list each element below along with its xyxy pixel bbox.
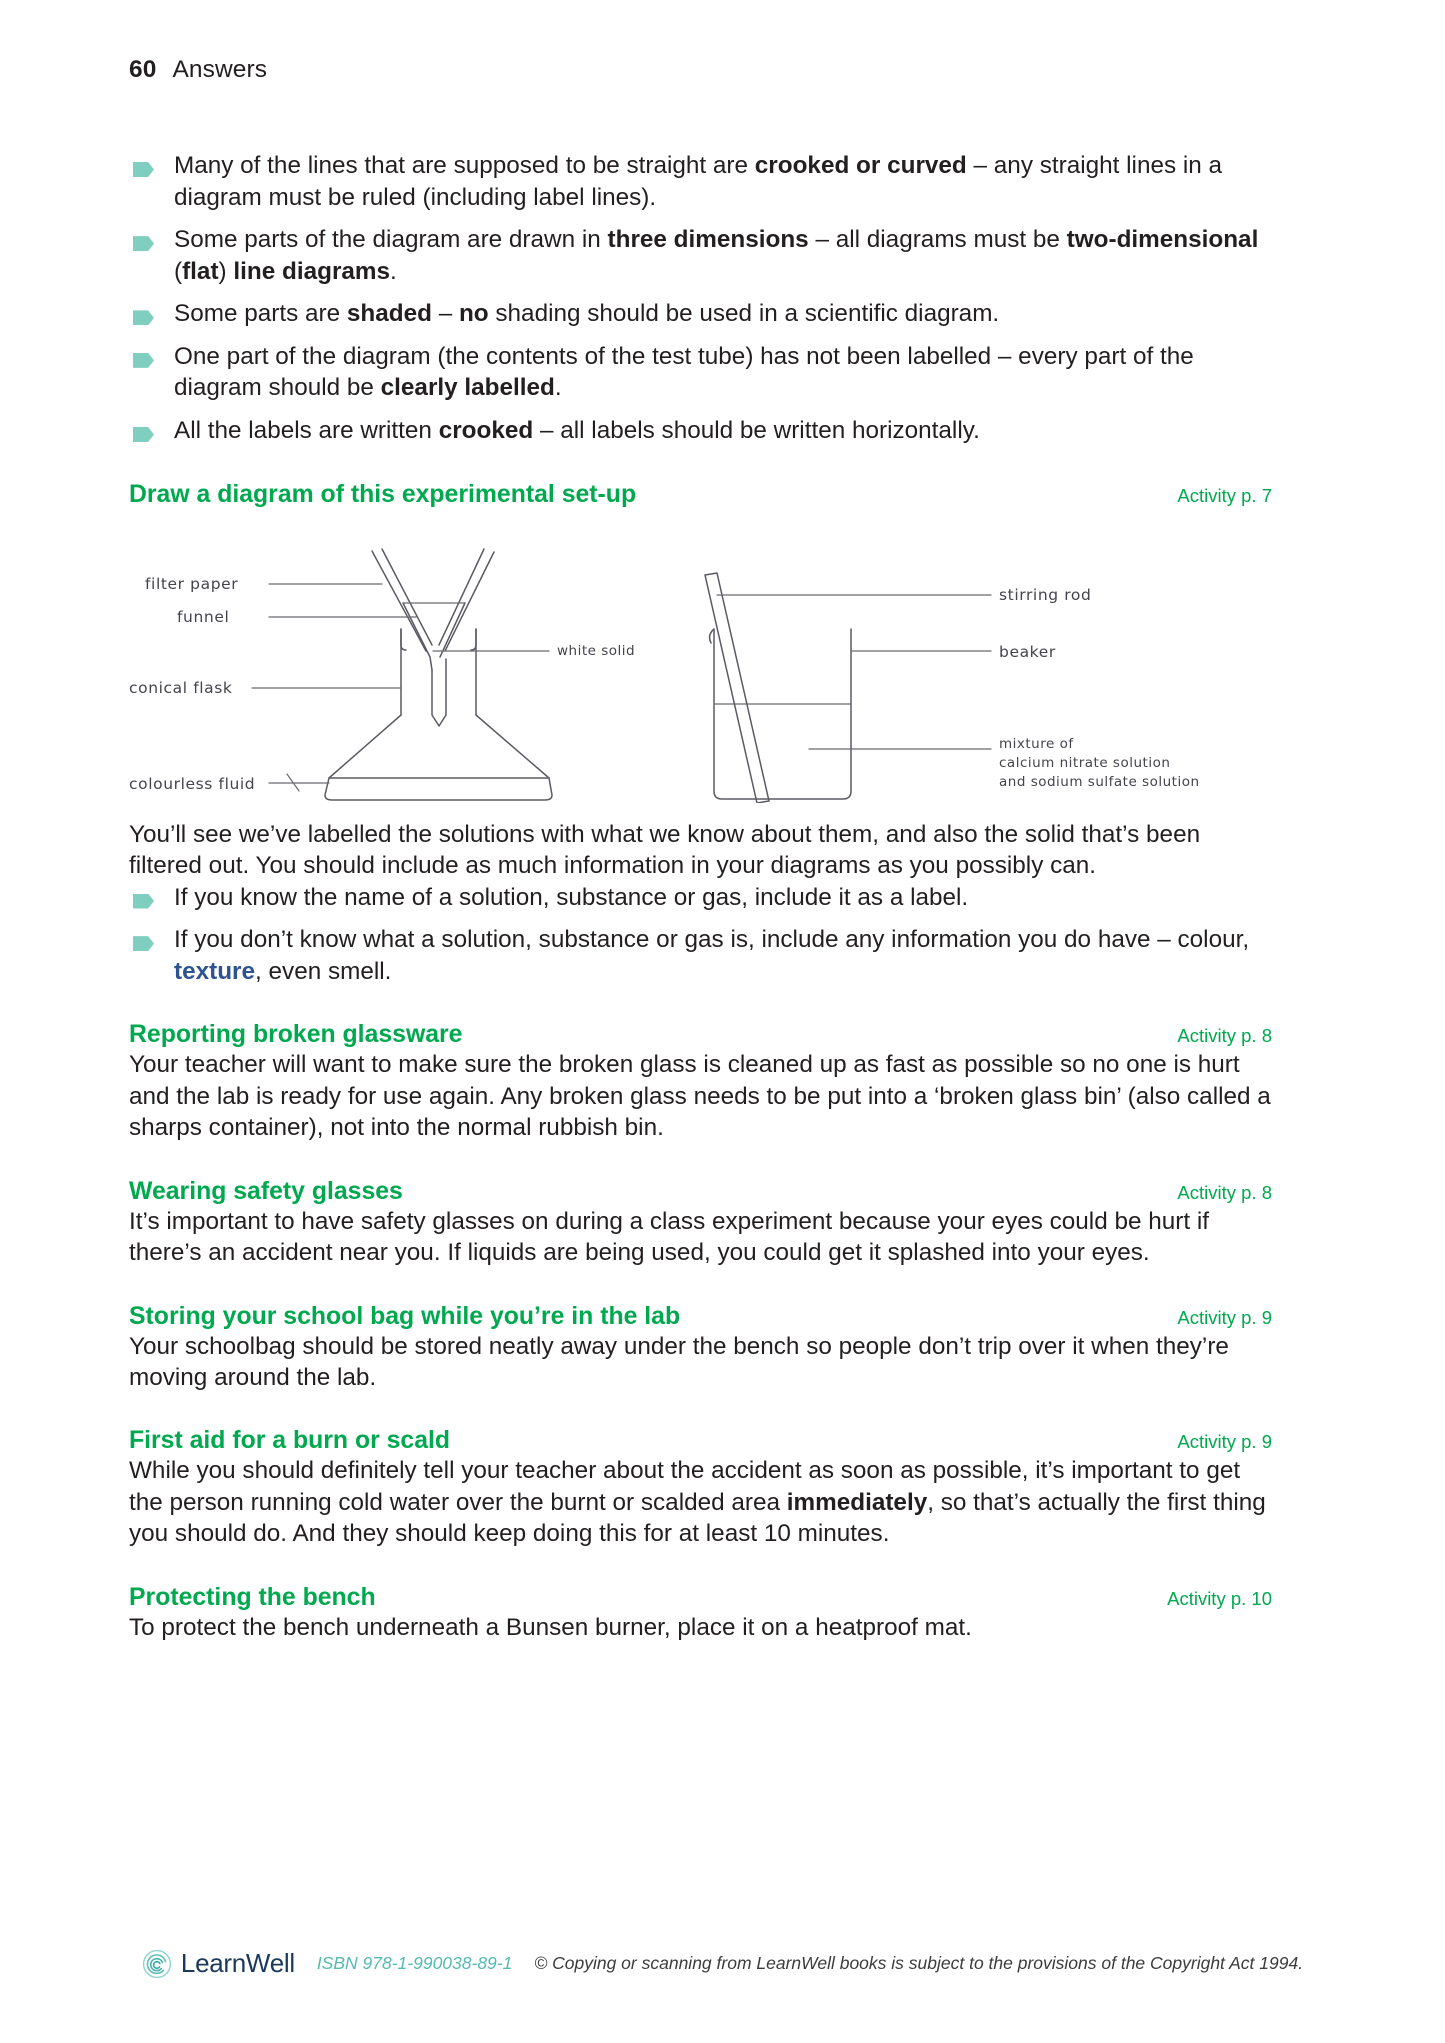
emphasis-bold: immediately — [786, 1488, 928, 1516]
emphasis-bold: three dimensions — [607, 226, 809, 254]
running-head-section: Answers — [172, 56, 268, 83]
activity-reference: Activity p. 8 — [1177, 1181, 1272, 1203]
list-item — [129, 415, 1272, 447]
footer-copyright: © Copying or scanning from LearnWell books is subject to the provisions of the Copyright Act 1994. — [534, 1953, 1304, 1973]
activity-reference: Activity p. 9 — [1177, 1306, 1272, 1328]
section-body-storing-school-bag: Your schoolbag should be stored neatly away under the bench so people don’t trip over it when they’re moving around the lab. — [129, 1332, 1229, 1391]
text-run: While you should definitely tell your teacher about the accident as soon as possible, it’s important to get the person running cold water over the burnt or scalded area — [129, 1457, 1241, 1516]
list-item-text — [174, 226, 1258, 285]
emphasis-bold: crooked — [438, 417, 534, 445]
text-run: All the labels are written — [174, 417, 439, 445]
footer-brand: LearnWell — [180, 1948, 295, 1978]
bullet-arrow-icon — [133, 162, 154, 177]
diagram-label-beaker: beaker — [999, 642, 1056, 661]
keyword-highlight: texture — [174, 957, 256, 985]
text-run: – — [431, 300, 459, 328]
list-item — [129, 150, 1272, 213]
page-footer — [0, 1948, 1445, 1979]
section-title: Protecting the bench — [129, 1583, 376, 1611]
bullet-arrow-icon — [133, 936, 154, 951]
activity-reference: Activity p. 10 — [1167, 1587, 1272, 1609]
text-run: ) — [218, 257, 234, 285]
section-heading-protecting-the-bench — [129, 1584, 1272, 1612]
text-run: , even smell. — [255, 957, 392, 985]
section-body-first-aid — [129, 1455, 1272, 1549]
diagram-label-mixture-3: and sodium sulfate solution — [999, 773, 1200, 790]
emphasis-bold: two-dimensional — [1066, 226, 1259, 254]
bullet-arrow-icon — [133, 236, 154, 251]
emphasis-bold: crooked or curved — [754, 152, 967, 179]
list-item-text — [174, 417, 980, 444]
list-item — [129, 298, 1272, 330]
footer-isbn: ISBN 978-1-990038-89-1 — [316, 1953, 513, 1973]
emphasis-bold: flat — [182, 257, 219, 285]
text-run: Some parts of the diagram are drawn in — [174, 226, 608, 254]
bullet-arrow-icon — [133, 894, 154, 909]
diagram-label-mixture-1: mixture of — [999, 735, 1074, 752]
diagram-label-conical-flask: conical flask — [129, 678, 233, 697]
list-item-text — [174, 343, 1194, 402]
activity-reference: Activity p. 7 — [1177, 484, 1272, 506]
section-title: First aid for a burn or scald — [129, 1427, 451, 1455]
diagram-label-funnel: funnel — [177, 607, 230, 626]
handdrawn-apparatus-diagram — [129, 533, 1272, 803]
list-item — [129, 224, 1272, 287]
list-item-text — [174, 884, 968, 911]
section-heading-reporting-broken-glassware — [129, 1021, 1272, 1049]
text-run: , so that’s actually the first thing you should do. And they should keep doing this for at least 10 minutes. — [129, 1488, 1266, 1548]
information-label-list — [129, 882, 1272, 988]
text-run: . — [554, 374, 562, 402]
diagram-svg — [129, 533, 1272, 803]
emphasis-bold: shaded — [346, 300, 432, 328]
text-run: – all diagrams must be — [808, 226, 1067, 254]
text-run: . — [390, 257, 397, 285]
after-diagram-paragraph: You’ll see we’ve labelled the solutions with what we know about them, and also the solid that’s been filtered out. You should include as much information in your diagrams as you possibly can. — [129, 820, 1201, 880]
learnwell-spiral-logo-icon — [142, 1949, 172, 1979]
emphasis-bold: clearly labelled — [380, 374, 555, 402]
emphasis-bold: line diagrams — [233, 257, 391, 285]
bullet-arrow-icon — [133, 353, 154, 368]
list-item-text — [174, 926, 1249, 985]
section-body-reporting-broken-glassware: Your teacher will want to make sure the broken glass is cleaned up as fast as possible so no one is hurt and the lab is ready for use again. Any broken glass needs to be put into a ‘broken glass bin’ (also called a sharps container), not into the normal rubbish bin. — [129, 1051, 1271, 1142]
page-content — [129, 150, 1272, 1643]
list-item-text — [174, 152, 1222, 211]
diagram-label-colourless-fluid: colourless fluid — [129, 774, 256, 793]
section-title: Reporting broken glassware — [129, 1021, 463, 1049]
diagram-critique-list — [129, 150, 1272, 447]
bullet-arrow-icon — [133, 310, 154, 325]
activity-reference: Activity p. 9 — [1177, 1431, 1272, 1453]
diagram-label-stirring-rod: stirring rod — [999, 585, 1092, 604]
text-run: Many of the lines that are supposed to be straight are — [174, 152, 755, 179]
section-heading-draw-diagram — [129, 481, 1272, 509]
page-number: 60 — [129, 56, 157, 83]
diagram-label-mixture-2: calcium nitrate solution — [999, 754, 1171, 771]
text-run: If you don’t know what a solution, substance or gas is, include any information you do have – colour, — [174, 926, 1250, 954]
diagram-label-white-solid: white solid — [557, 642, 636, 659]
section-body-wearing-safety-glasses: It’s important to have safety glasses on during a class experiment because your eyes could be hurt if there’s an accident near you. If liquids are being used, you could get it splashed into your eyes. — [129, 1207, 1210, 1267]
emphasis-bold: no — [458, 300, 489, 328]
diagram-label-filter-paper: filter paper — [145, 574, 239, 593]
section-heading-wearing-safety-glasses — [129, 1178, 1272, 1206]
list-item — [129, 341, 1272, 404]
text-run: One part of the diagram (the contents of the test tube) has not been labelled – every part of the diagram should be — [174, 342, 1194, 402]
activity-reference: Activity p. 8 — [1177, 1025, 1272, 1047]
running-head — [129, 56, 267, 84]
section-title: Wearing safety glasses — [129, 1177, 403, 1205]
text-run: If you know the name of a solution, substance or gas, include it as a label. — [174, 883, 969, 911]
section-title: Storing your school bag while you’re in the lab — [129, 1302, 681, 1330]
list-item — [129, 882, 1272, 914]
section-heading-first-aid — [129, 1427, 1272, 1455]
bullet-arrow-icon — [133, 427, 154, 442]
text-run: shading should be used in a scientific diagram. — [488, 300, 1000, 328]
text-run: – any straight lines in a diagram must be ruled (including label lines). — [174, 152, 1223, 211]
list-item-text — [174, 300, 999, 327]
text-run: – all labels should be written horizontally. — [533, 417, 980, 445]
section-body-protecting-the-bench: To protect the bench underneath a Bunsen burner, place it on a heatproof mat. — [129, 1613, 972, 1641]
section-title: Draw a diagram of this experimental set-up — [129, 480, 637, 508]
list-item — [129, 924, 1272, 987]
section-heading-storing-school-bag — [129, 1303, 1272, 1331]
text-run: ( — [174, 257, 183, 285]
text-run: Some parts are — [174, 300, 347, 328]
